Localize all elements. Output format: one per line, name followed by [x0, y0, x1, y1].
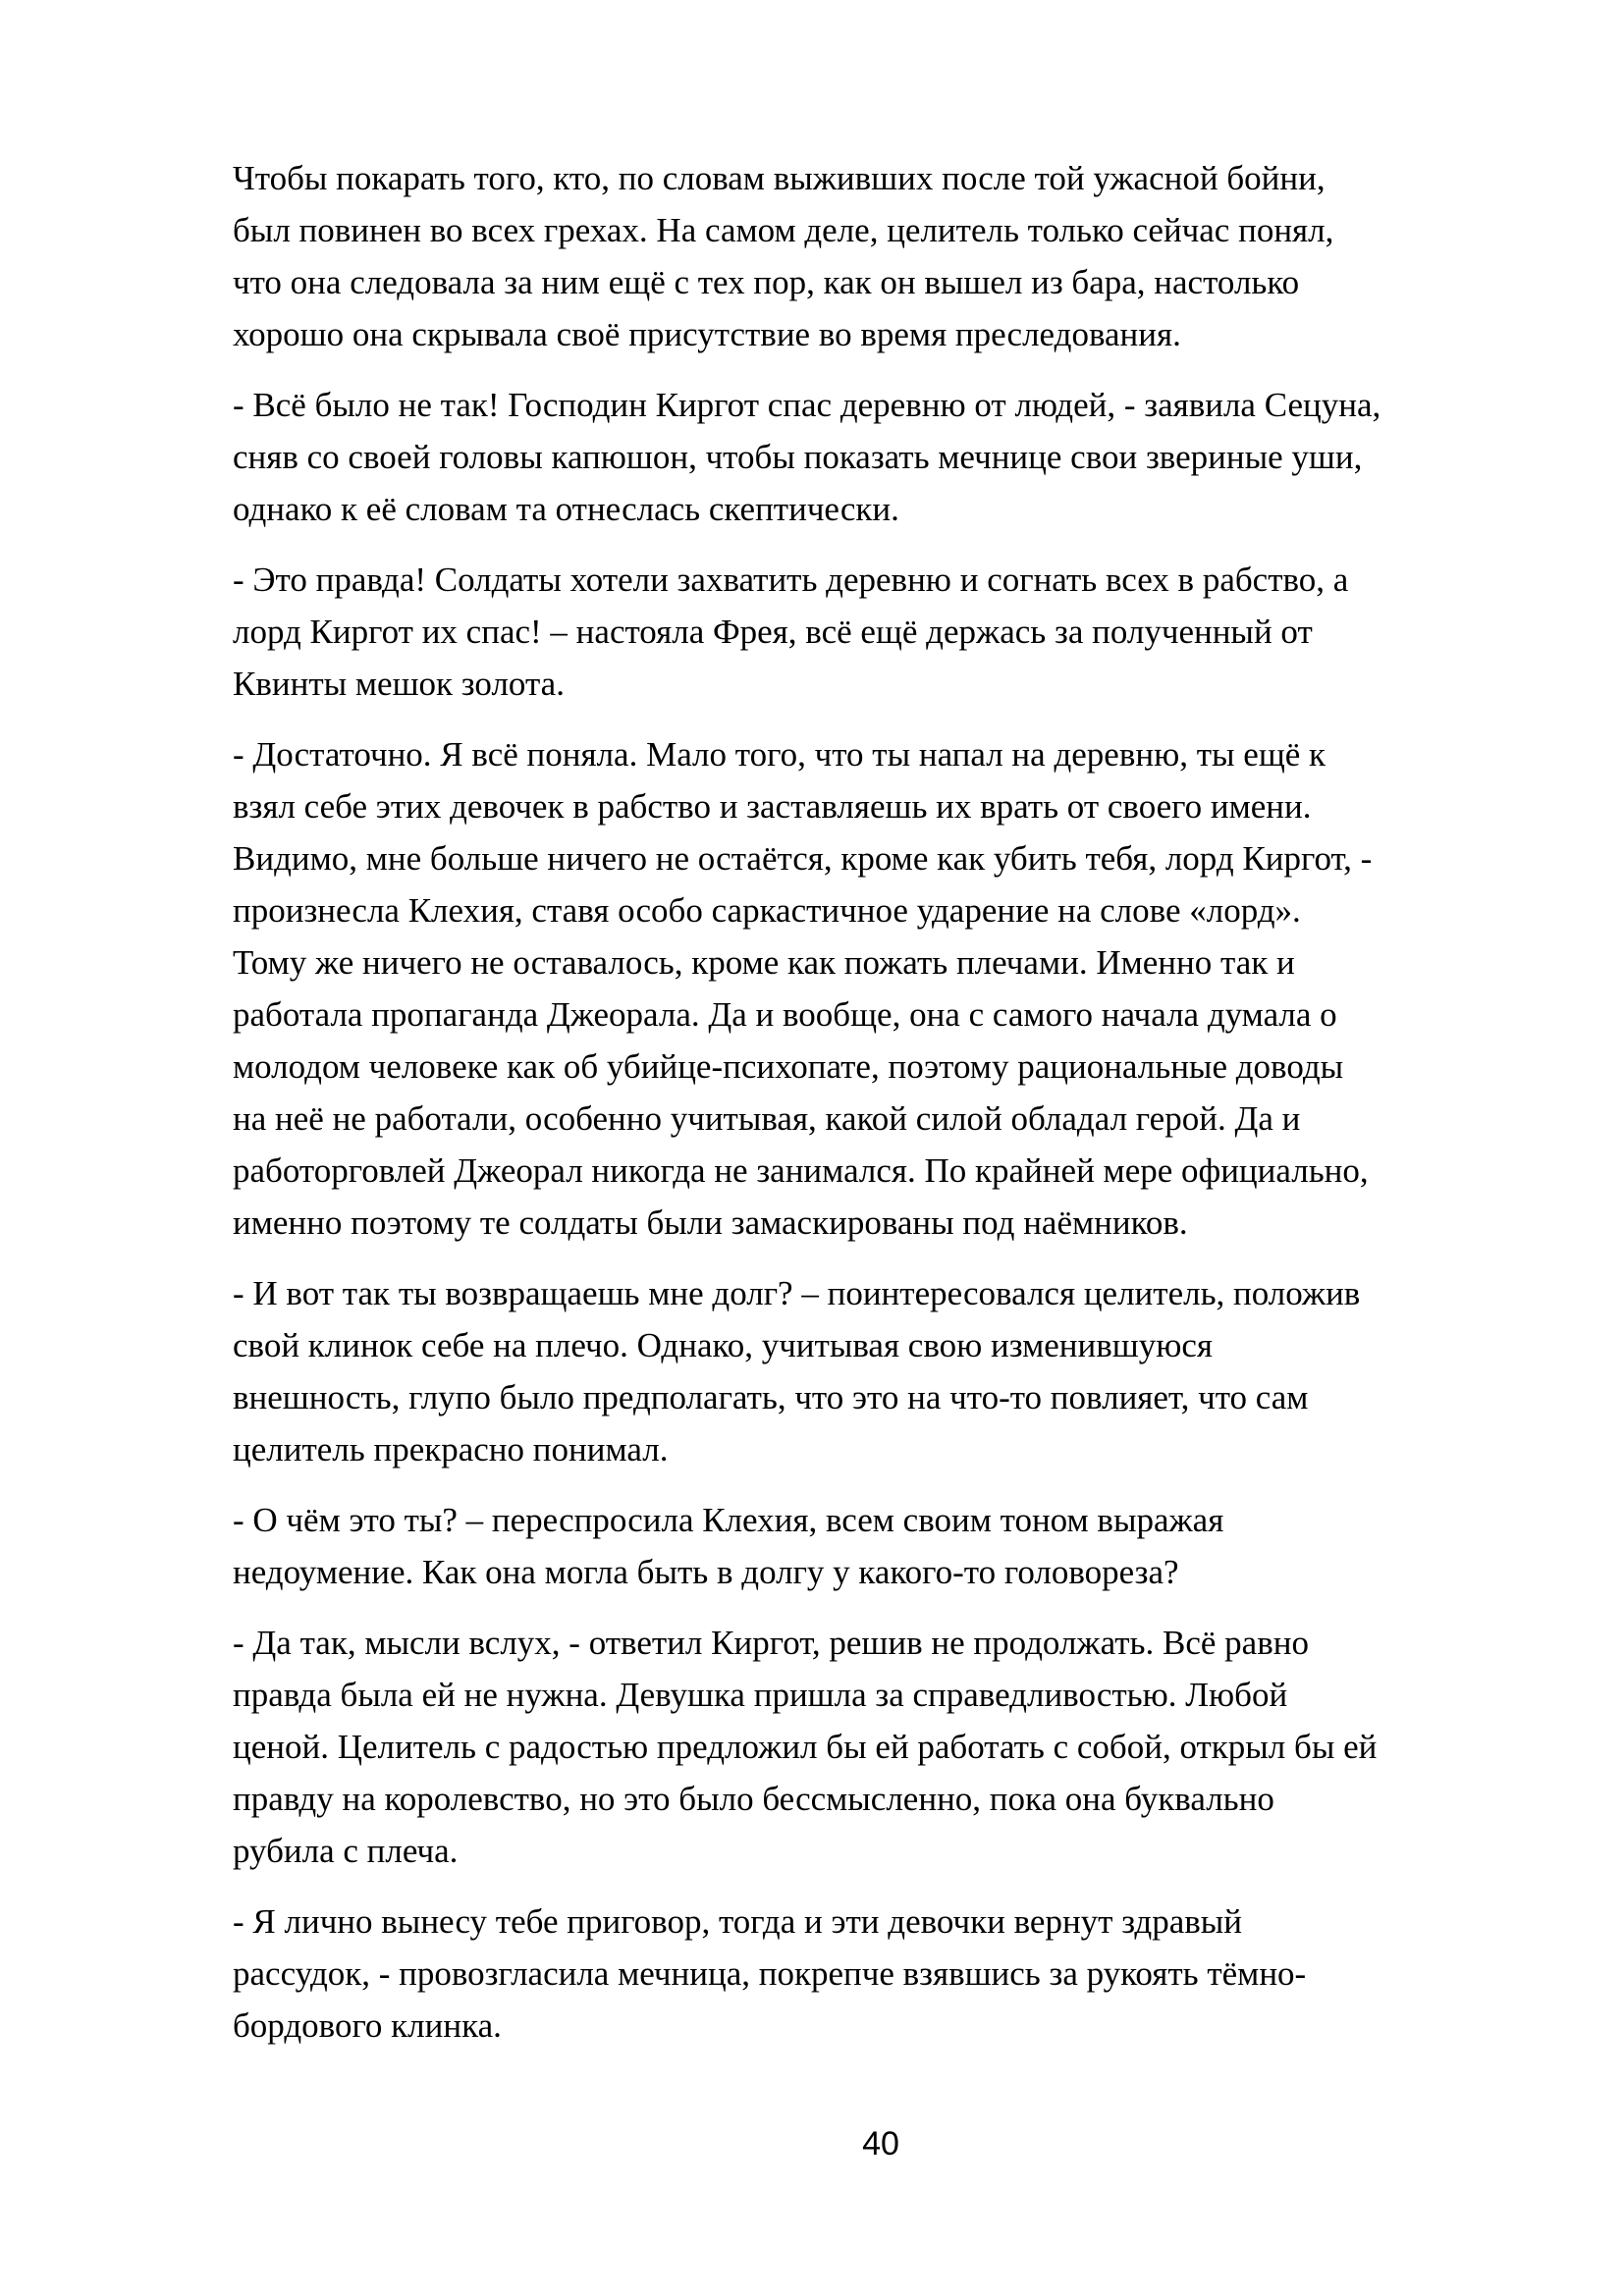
text-block [233, 152, 1529, 2070]
text-line: правда была ей не нужна. Девушка пришла за справедливостью. Любой [233, 1676, 1288, 1714]
text-line: Тому же ничего не оставалось, кроме как пожать плечами. Именно так и [233, 943, 1295, 982]
page-number: 40 [862, 2125, 899, 2163]
paragraph [233, 379, 1529, 535]
paragraph [233, 1896, 1529, 2052]
text-line: лорд Киргот их спас! – настояла Фрея, всё ещё держась за полученный от [233, 613, 1313, 651]
text-line: был повинен во всех грехах. На самом деле, целитель только сейчас понял, [233, 211, 1334, 249]
text-line: произнесла Клехия, ставя особо саркастичное ударение на слове «лорд». [233, 891, 1301, 930]
text-line: рассудок, - провозгласила мечница, покрепче взявшись за рукоять тёмно- [233, 1954, 1307, 1993]
text-line: - О чём это ты? – переспросила Клехия, всем своим тоном выражая [233, 1501, 1224, 1539]
text-line: работорговлей Джеорал никогда не занимался. По крайней мере официально, [233, 1151, 1369, 1190]
text-line: взял себе этих девочек в рабство и заставляешь их врать от своего имени. [233, 787, 1312, 826]
text-line: - Достаточно. Я всё поняла. Мало того, что ты напал на деревню, ты ещё к [233, 735, 1326, 774]
paragraph [233, 1267, 1529, 1475]
text-line: - Я лично вынесу тебе приговор, тогда и эти девочки вернут здравый [233, 1902, 1243, 1941]
paragraph [233, 1617, 1529, 1877]
text-line: Чтобы покарать того, кто, по словам выживших после той ужасной бойни, [233, 159, 1326, 197]
text-line: ценой. Целитель с радостью предложил бы ей работать с собой, открыл бы ей [233, 1728, 1378, 1766]
text-line: именно поэтому те солдаты были замаскированы под наёмников. [233, 1203, 1188, 1242]
text-line: свой клинок себе на плечо. Однако, учитывая свою изменившуюся [233, 1326, 1213, 1364]
text-line: - Да так, мысли вслух, - ответил Киргот, решив не продолжать. Всё равно [233, 1624, 1309, 1662]
text-line: недоумение. Как она могла быть в долгу у какого-то головореза? [233, 1553, 1179, 1591]
paragraph [233, 152, 1529, 360]
text-line: рубила с плеча. [233, 1832, 459, 1870]
paragraph [233, 728, 1529, 1249]
text-line: молодом человеке как об убийце-психопате, поэтому рациональные доводы [233, 1047, 1344, 1086]
text-line: внешность, глупо было предполагать, что это на что-то повлияет, что сам [233, 1378, 1309, 1416]
paragraph [233, 554, 1529, 710]
paragraph [233, 1494, 1529, 1598]
text-line: однако к её словам та отнеслась скептически. [233, 490, 899, 528]
text-line: хорошо она скрывала своё присутствие во время преследования. [233, 315, 1181, 353]
text-line: работала пропаганда Джеорала. Да и вообще, она с самого начала думала о [233, 995, 1337, 1034]
text-line: - Это правда! Солдаты хотели захватить деревню и согнать всех в рабство, а [233, 561, 1349, 599]
text-line: что она следовала за ним ещё с тех пор, как он вышел из бара, настолько [233, 263, 1300, 301]
text-line: Видимо, мне больше ничего не остаётся, кроме как убить тебя, лорд Киргот, - [233, 839, 1373, 878]
text-line: - И вот так ты возвращаешь мне долг? – поинтересовался целитель, положив [233, 1274, 1361, 1312]
text-line: целитель прекрасно понимал. [233, 1430, 669, 1468]
text-line: правду на королевство, но это было бессмысленно, пока она буквально [233, 1780, 1274, 1818]
text-line: бордового клинка. [233, 2006, 502, 2045]
text-line: Квинты мешок золота. [233, 665, 565, 703]
text-line: сняв со своей головы капюшон, чтобы показать мечнице свои звериные уши, [233, 438, 1363, 476]
text-line: - Всё было не так! Господин Киргот спас деревню от людей, - заявила Сецуна, [233, 386, 1381, 424]
text-line: на неё не работали, особенно учитывая, какой силой обладал герой. Да и [233, 1099, 1301, 1138]
